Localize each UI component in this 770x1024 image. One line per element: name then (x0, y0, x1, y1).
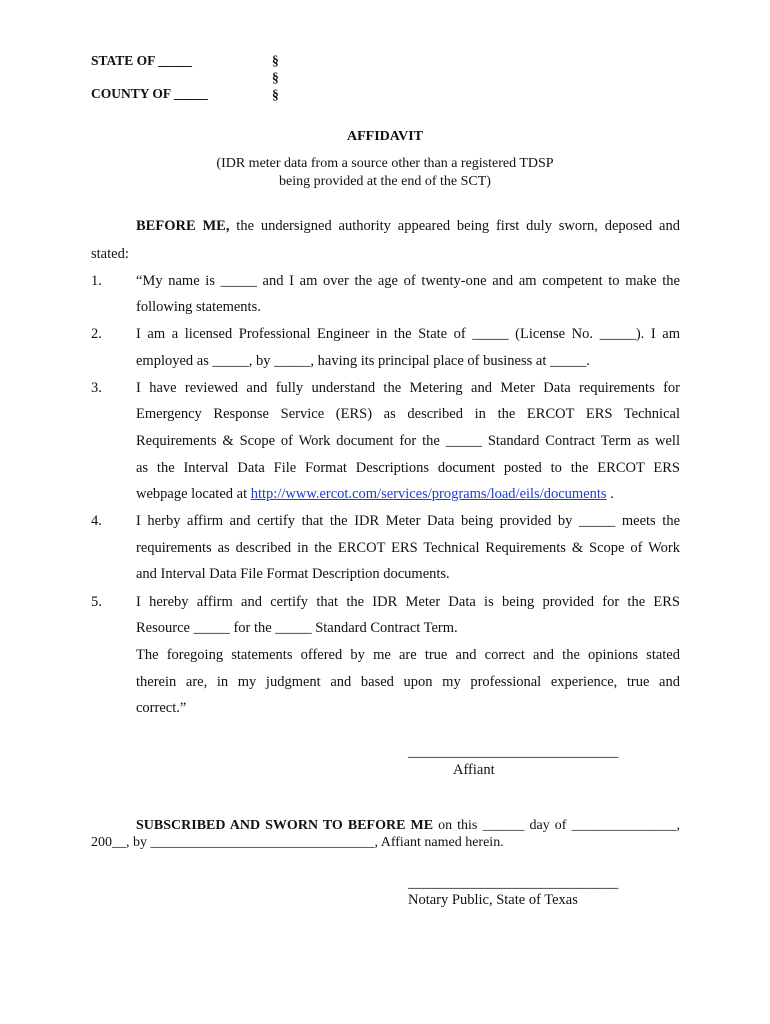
intro-paragraph (136, 218, 680, 235)
subtitle-line: being provided at the end of the SCT) (279, 174, 491, 189)
item-number: 2. (91, 326, 102, 342)
affiant-signature-line: _____________________________ (408, 744, 619, 760)
item-line: I hereby affirm and certify that the IDR Meter Data is being provided for the ERS (136, 594, 680, 610)
section-mark: § (272, 70, 279, 85)
item-line: employed as _____, by _____, having its principal place of business at _____. (136, 353, 590, 369)
item-line: Resource _____ for the _____ Standard Contract Term. (136, 620, 458, 636)
item-number: 3. (91, 380, 102, 396)
intro-text: the undersigned authority appeared being first duly sworn, deposed and (229, 218, 680, 234)
closing-line: correct.” (136, 700, 187, 716)
county-label: COUNTY OF _____ (91, 86, 208, 101)
item-line: as the Interval Data File Format Descriptions document posted to the ERCOT ERS (136, 460, 680, 476)
item-number: 5. (91, 594, 102, 610)
section-mark: § (272, 53, 279, 68)
link-suffix: . (606, 486, 614, 502)
subscribed-text: on this ______ day of _______________, (433, 818, 680, 833)
notary-signature-line: _____________________________ (408, 875, 619, 891)
subscribed-paragraph (136, 818, 680, 834)
notary-label: Notary Public, State of Texas (408, 892, 578, 908)
document-title: AFFIDAVIT (347, 129, 423, 144)
item-number: 1. (91, 273, 102, 289)
link-prefix: webpage located at (136, 486, 251, 502)
item-line: I have reviewed and fully understand the Metering and Meter Data requirements for (136, 380, 680, 396)
item-line: requirements as described in the ERCOT ERS Technical Requirements & Scope of Work (136, 540, 680, 556)
item-line: I herby affirm and certify that the IDR Meter Data being provided by _____ meets the (136, 513, 680, 529)
item-link-line (136, 486, 614, 503)
subtitle-line: (IDR meter data from a source other than a registered TDSP (216, 156, 554, 171)
intro-bold: BEFORE ME, (136, 218, 230, 234)
item-line: Requirements & Scope of Work document for the _____ Standard Contract Term as well (136, 433, 680, 449)
item-line: Emergency Response Service (ERS) as described in the ERCOT ERS Technical (136, 406, 680, 422)
closing-line: therein are, in my judgment and based upon my professional experience, true and (136, 674, 680, 690)
closing-line: The foregoing statements offered by me are true and correct and the opinions stated (136, 647, 680, 663)
item-line: and Interval Data File Format Description documents. (136, 566, 450, 582)
item-line: following statements. (136, 299, 261, 315)
state-label: STATE OF _____ (91, 53, 193, 68)
item-number: 4. (91, 513, 102, 529)
subscribed-bold: SUBSCRIBED AND SWORN TO BEFORE ME (136, 818, 434, 833)
subscribed-continuation: 200__, by ________________________________, Affiant named herein. (91, 835, 504, 850)
affiant-label: Affiant (453, 762, 495, 778)
section-mark: § (272, 87, 279, 102)
item-line: “My name is _____ and I am over the age of twenty-one and am competent to make the (136, 273, 680, 289)
ercot-documents-link[interactable]: http://www.ercot.com/services/programs/load/eils/documents (250, 486, 607, 502)
item-line: I am a licensed Professional Engineer in the State of _____ (License No. _____). I am (136, 326, 680, 342)
intro-continuation: stated: (91, 246, 129, 262)
